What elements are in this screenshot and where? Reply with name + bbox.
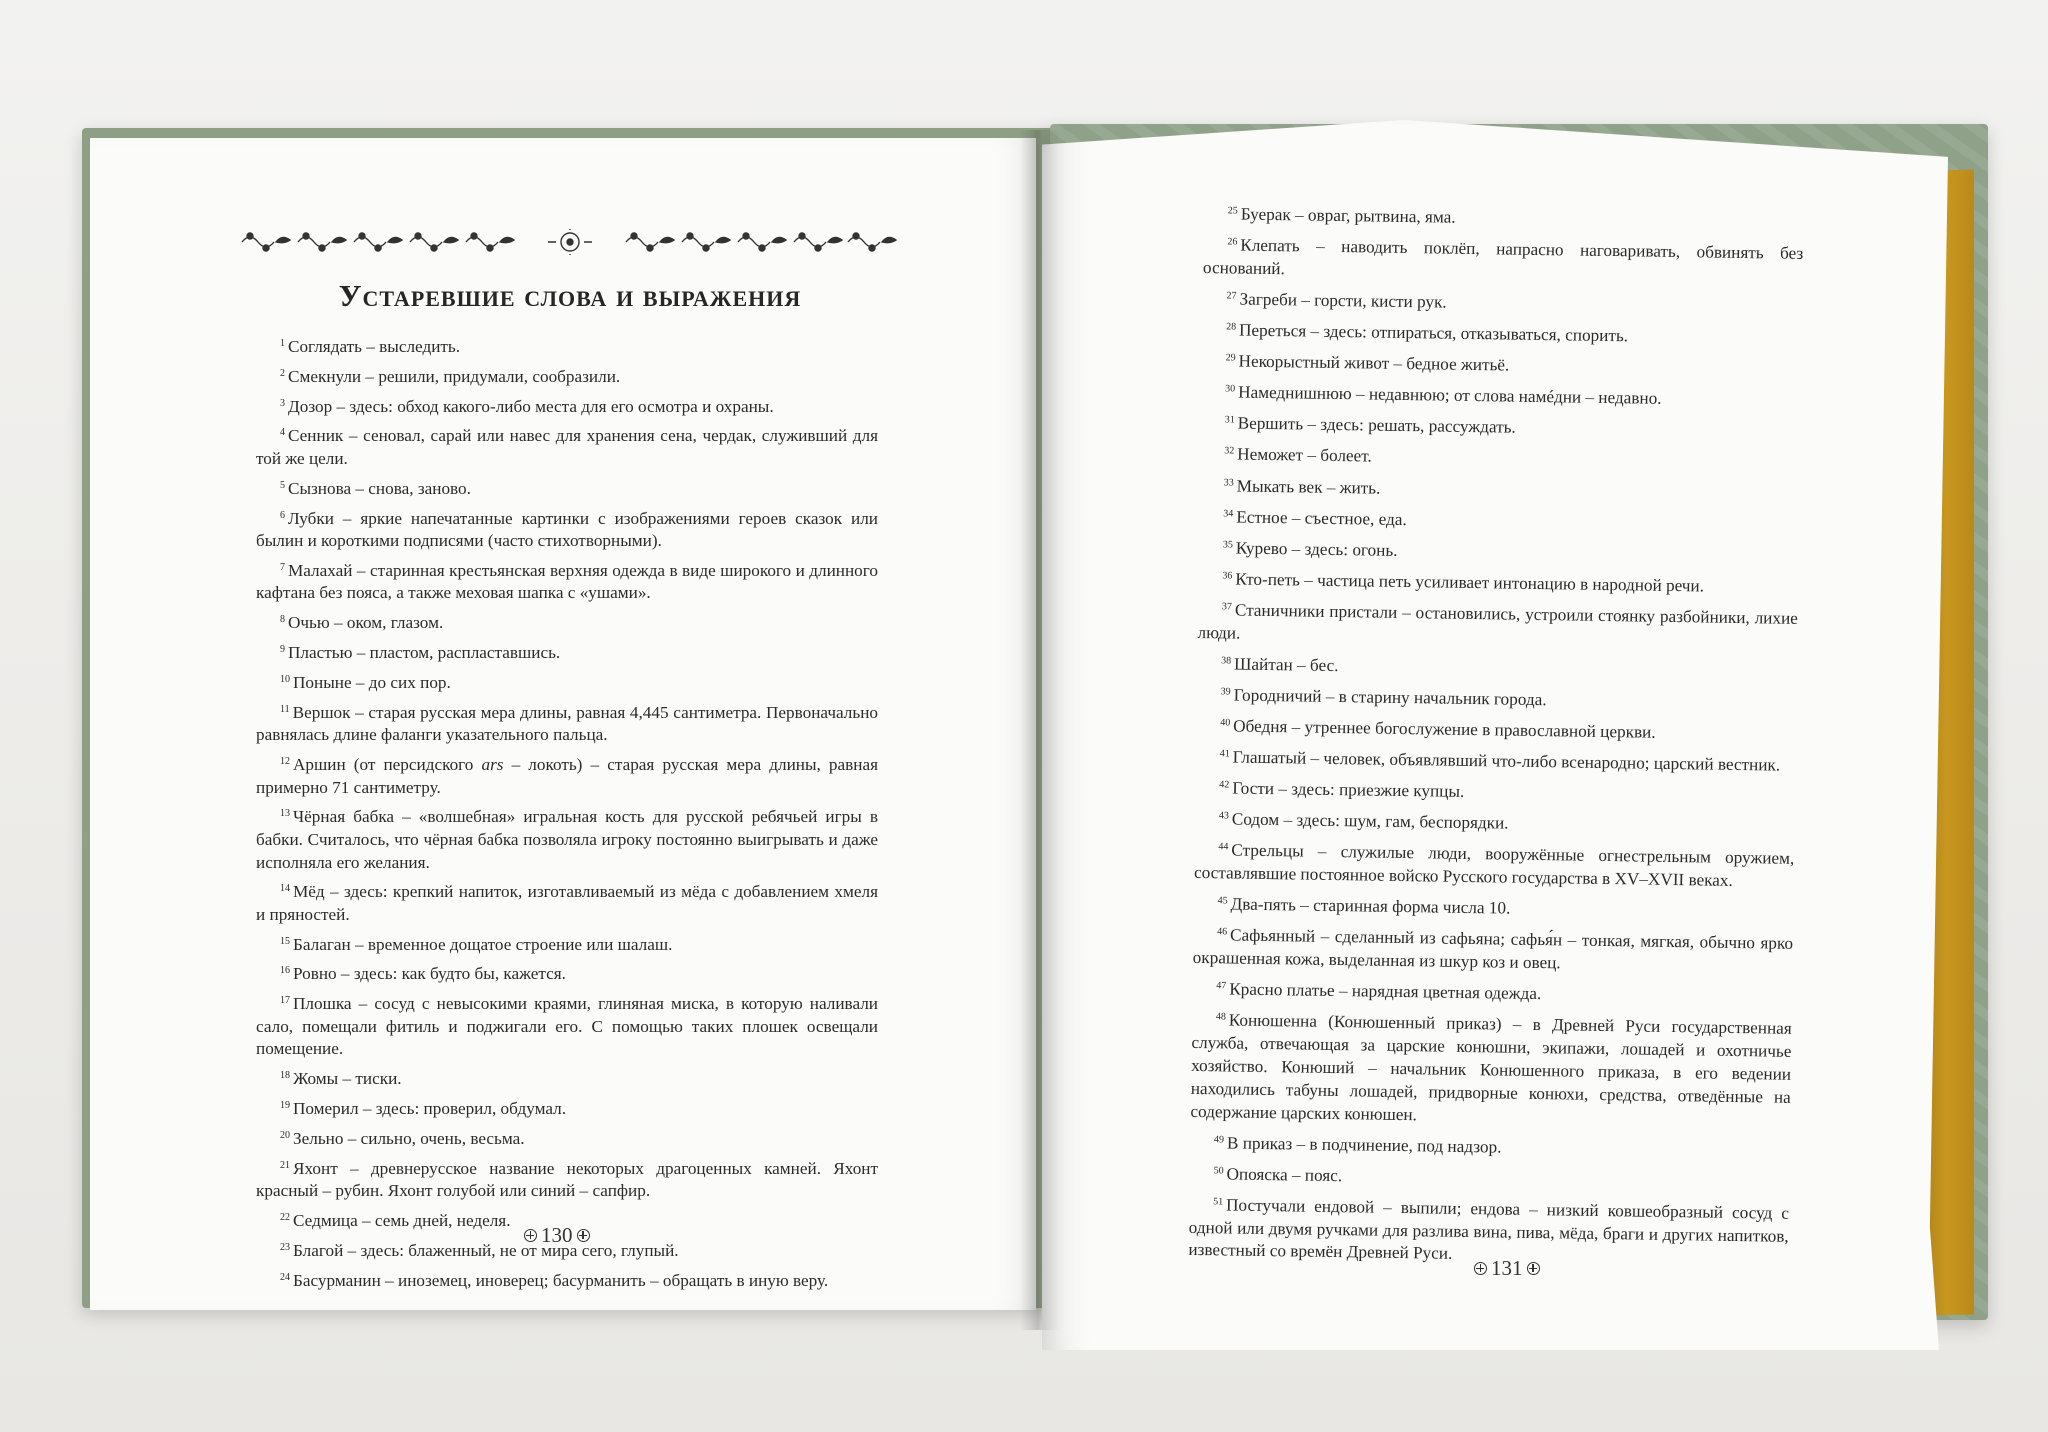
glossary-entry: $^4$ Сенник – сеновал, сарай или навес для хранения сена, чердак, служивший для той же цели. [256,426,878,468]
glossary-entry: $^{37}$ Станичники пристали – остановились, устроили стоянку разбойники, лихие люди. [1197,600,1799,643]
glossary-entry: $^{51}$ Постучали ендовой – выпили; ендова – низкий ковшеобразный сосуд с одной или двумя ручками для разлива вина, пива, мёда, браги и других напитков, известный со времён Древней Руси. [1188,1195,1790,1264]
glossary-entry: $^7$ Малахай – старинная крестьянская верхняя одежда в виде широкого и длинного кафтана без пояса, а также меховая шапка с «ушами». [256,560,878,603]
glossary-entry: $^9$ Пластью – пластом, распластавшись. [280,643,561,663]
glossary-entry: $^{26}$ Клепать – наводить поклёп, напрасно наговаривать, обвинять без оснований. [1202,235,1804,279]
page-number-right [1474,1256,1540,1281]
glossary-entry: $^{31}$ Вершить – здесь: решать, рассуждать. [1224,413,1516,438]
glossary-entry: $^{44}$ Стрельцы – служилые люди, вооружённые огнестрельным оружием, составлявшие постоянное войско Русского государства в XV–XVII веках. [1193,840,1795,891]
glossary-entry: $^{29}$ Некорыстный живот – бедное житьё. [1225,351,1510,375]
glossary-entry: $^{34}$ Естное – съестное, еда. [1223,507,1407,529]
glossary-entry: $^{33}$ Мыкать век – жить. [1223,476,1381,498]
glossary-entry: $^{47}$ Красно платье – нарядная цветная одежда. [1216,979,1542,1004]
glossary-entry: $^{27}$ Загреби – горсти, кисти рук. [1226,289,1447,312]
glossary-entry: $^{46}$ Сафьянный – сделанный из сафьяна; сафья́н – тонкая, мягкая, обычно ярко окрашенная кожа, выделанная из шкур коз и овец. [1192,925,1794,973]
glossary-entry: $^{20}$ Зельно – сильно, очень, весьма. [280,1128,525,1148]
glossary-entry: $^{32}$ Неможет – болеет. [1224,444,1372,466]
circled-cross-icon [1474,1262,1487,1275]
glossary-entry: $^3$ Дозор – здесь: обход какого-либо места для его осмотра и охраны. [280,396,774,416]
floral-ornament-icon [236,228,904,256]
glossary-entry: $^{24}$ Басурманин – иноземец, иноверец; басурманить – обращать в иную веру. [280,1270,829,1290]
glossary-entry: $^1$ Соглядать – выследить. [280,337,461,356]
glossary-entry: $^{22}$ Седмица – семь дней, неделя. [280,1210,511,1230]
glossary-entry: $^{43}$ Содом – здесь: шум, гам, беспорядки. [1218,809,1509,833]
glossary-right-column [1188,200,1804,1276]
book-gutter [1020,130,1060,1330]
glossary-entry: $^{17}$ Плошка – сосуд с невысокими краями, глиняная миска, в которую наливали сало, помещали фитиль и поджигали его. С помощью таких плошек освещали помещение. [256,994,878,1059]
page-number-left [524,1223,590,1248]
glossary-entry: $^{36}$ Кто-петь – частица петь усиливает интонацию в народной речи. [1222,569,1705,596]
glossary-entry: $^{40}$ Обедня – утреннее богослужение в православной церкви. [1220,716,1656,742]
glossary-entry: $^{13}$ Чёрная бабка – «волшебная» игральная кость для русской ребячьей игры в бабки. Считалось, что чёрная бабка позволяла игроку постоянно выигрывать и даже исполняла его желания. [256,807,878,872]
glossary-entry: $^{30}$ Намеднишнюю – недавнюю; от слова намéдни – недавно. [1225,382,1662,409]
glossary-entry: $^{49}$ В приказ – в подчинение, под надзор. [1213,1133,1502,1157]
glossary-entry: $^{25}$ Буерак – овраг, рытвина, яма. [1227,204,1456,227]
glossary-entry: $^{39}$ Городничий – в старину начальник города. [1220,685,1547,710]
glossary-entry: $^{50}$ Опояска – пояс. [1213,1164,1343,1185]
glossary-entry: $^{12}$ Аршин (от персидского ars – локоть) – старая русская мера длины, равная примерно 71 сантиметру. [256,754,878,797]
glossary-entry: $^{16}$ Ровно – здесь: как будто бы, кажется. [280,964,566,984]
glossary-entry: $^{10}$ Поныне – до сих пор. [280,672,451,692]
glossary-entry: $^8$ Очью – оком, глазом. [280,613,444,633]
glossary-entry: $^5$ Сызнова – снова, заново. [280,478,471,498]
glossary-entry: $^6$ Лубки – яркие напечатанные картинки с изображениями героев сказок или былин и короткими подписями (часто стихотворными). [256,508,878,551]
circled-cross-icon [1527,1262,1540,1275]
glossary-entry: $^{11}$ Вершок – старая русская мера длины, равная 4,445 сантиметра. Первоначально равнялась длине фаланги указательного пальца. [256,702,878,745]
page-number-text: 131 [1491,1256,1523,1280]
glossary-entry: $^{48}$ Конюшенна (Конюшенный приказ) – в Древней Руси государственная служба, отвечающая за царские конюшни, экипажи, лошадей и охотничье хозяйство. Конюший – начальник Конюшенного приказа, в его ведении находились табуны лошадей, придворные конюхи, средства, отведённые на содержание царских конюшен. [1190,1010,1792,1124]
glossary-entry: $^{41}$ Глашатый – человек, объявлявший что-либо всенародно; царский вестник. [1219,747,1781,775]
circled-cross-icon [577,1229,590,1242]
glossary-entry: $^{14}$ Мёд – здесь: крепкий напиток, изготавливаемый из мёда с добавлением хмеля и пряностей. [256,882,878,924]
page-title: Устаревшие слова и выражения [338,278,802,313]
glossary-entry: $^{38}$ Шайтан – бес. [1221,654,1339,675]
circled-cross-icon [524,1229,537,1242]
page-number-text: 130 [541,1223,573,1247]
glossary-entry: $^{28}$ Переться – здесь: отпираться, отказываться, спорить. [1226,320,1629,346]
glossary-entry: $^{35}$ Курево – здесь: огонь. [1222,538,1398,560]
glossary-entry: $^{19}$ Померил – здесь: проверил, обдумал. [280,1099,566,1118]
glossary-entry: $^{18}$ Жомы – тиски. [280,1069,402,1089]
glossary-entry: $^{42}$ Гости – здесь: приезжие купцы. [1219,778,1465,802]
glossary-entry: $^{15}$ Балаган – временное дощатое строение или шалаш. [280,934,673,954]
glossary-left-column [256,333,878,1296]
glossary-entry: $^{21}$ Яхонт – древнерусское название некоторых драгоценных камней. Яхонт красный – рубин. Яхонт голубой или синий – сапфир. [256,1158,878,1201]
glossary-entry: $^2$ Смекнули – решили, придумали, сообразили. [280,366,621,386]
glossary-entry: $^{45}$ Два-пять – старинная форма числа 10. [1217,894,1511,918]
glossary-entry: $^{23}$ Благой – здесь: блаженный, не от мира сего, глупый. [280,1240,679,1260]
